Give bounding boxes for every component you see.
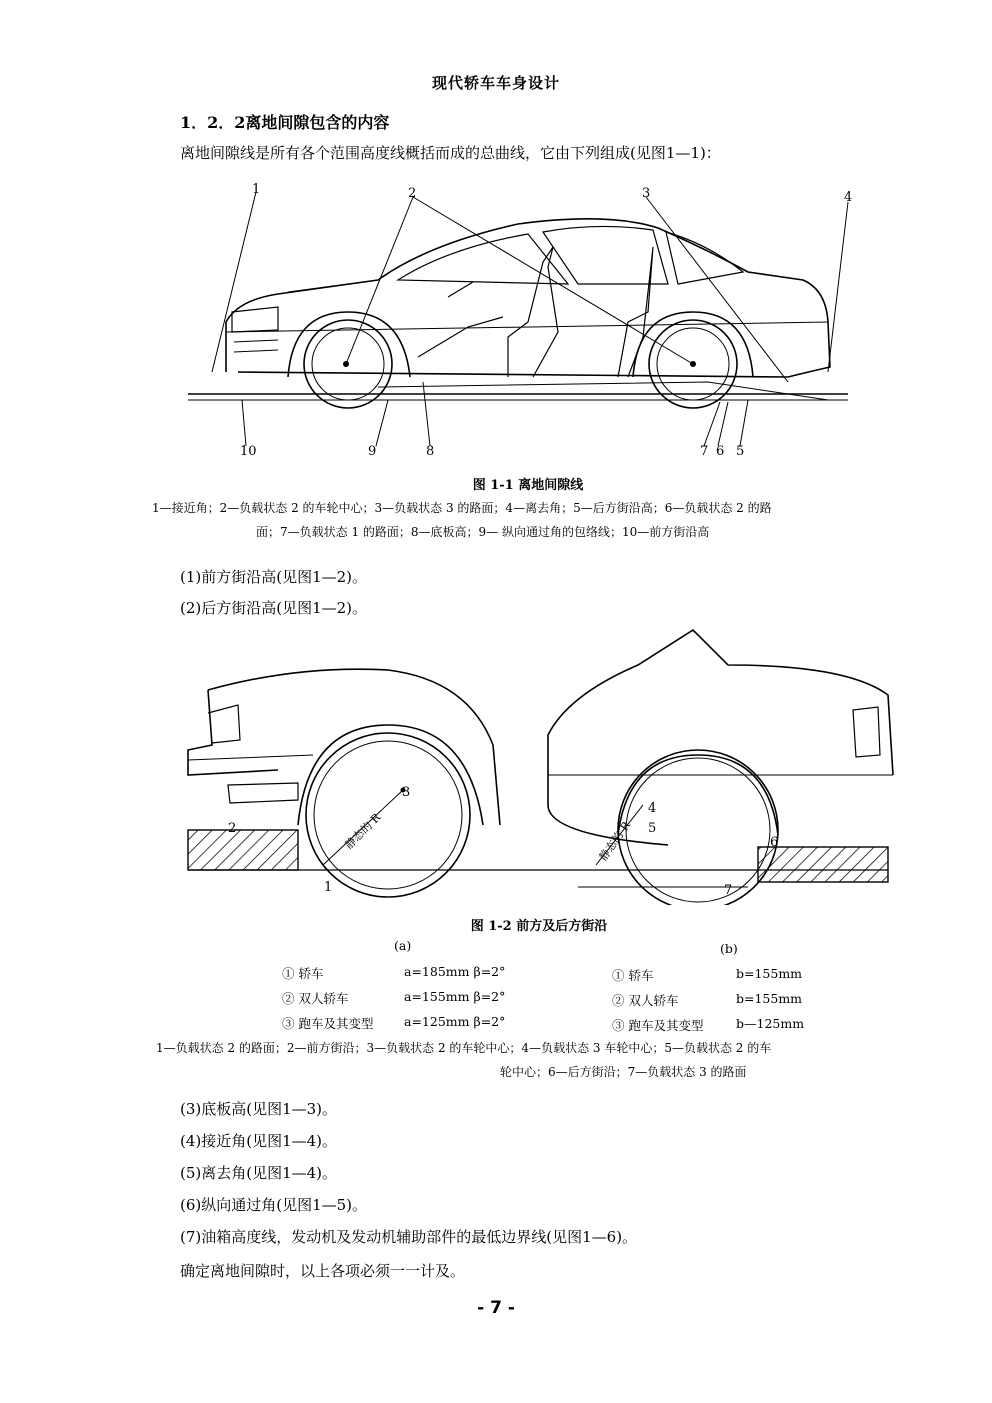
- row-a-1-value: a=185mm β=2°: [404, 964, 506, 979]
- fig2-radius-label-left: 静态的 R: [342, 810, 384, 852]
- row-a-1-name: ① 轿车: [282, 966, 324, 981]
- fig2-callout-6: 6: [770, 835, 779, 850]
- row-a-3-name: ③ 跑车及其变型: [282, 1016, 374, 1031]
- page-number: - 7 -: [477, 1298, 515, 1318]
- figure-1-2: [148, 625, 930, 1085]
- row-b-3-value: b—125mm: [736, 1016, 805, 1031]
- callout-7: 7: [700, 444, 709, 459]
- row-a-2-name: ② 双人轿车: [282, 991, 349, 1006]
- fig2-callout-4: 4: [648, 801, 657, 816]
- callout-9: 9: [368, 444, 377, 459]
- callout-10: 10: [240, 444, 257, 459]
- fig2-callout-2: 2: [228, 821, 237, 836]
- fig2-callout-1: 1: [324, 880, 333, 895]
- item-7: (7)油箱高度线，发动机及发动机辅助部件的最低边界线(见图1—6)。: [180, 1228, 638, 1246]
- col-a-title: (a): [394, 938, 412, 953]
- fig2-callout-7: 7: [724, 883, 733, 898]
- figure-1-2-caption: 图 1-2 前方及后方街沿: [470, 919, 608, 934]
- item-3: (3)底板高(见图1—3)。: [180, 1100, 338, 1118]
- item-4: (4)接近角(见图1—4)。: [180, 1132, 338, 1150]
- item-6: (6)纵向通过角(见图1—5)。: [180, 1196, 368, 1214]
- car-side-drawing: [148, 172, 908, 472]
- item-1: (1)前方街沿高(见图1—2)。: [180, 568, 368, 586]
- curb-drawing: [148, 625, 930, 905]
- row-a-3-value: a=125mm β=2°: [404, 1014, 506, 1029]
- item-5: (5)离去角(见图1—4)。: [180, 1164, 338, 1182]
- callout-2: 2: [408, 186, 417, 201]
- callout-3: 3: [642, 186, 651, 201]
- callout-5: 5: [736, 444, 745, 459]
- section-title: 1．2．2离地间隙包含的内容: [180, 113, 390, 132]
- fig2-callout-3: 3: [402, 785, 411, 800]
- figure-1-2-legend-line-2: 轮中心；6—后方街沿；7—负载状态 3 的路面: [500, 1065, 747, 1079]
- fig2-radius-label-right: 静态的 R: [596, 819, 633, 864]
- figure-1-1-legend-line-2: 面；7—负载状态 1 的路面；8—底板高；9— 纵向通过角的包络线；10—前方街沿高: [256, 525, 710, 539]
- row-b-3-name: ③ 跑车及其变型: [612, 1018, 704, 1033]
- callout-8: 8: [426, 444, 435, 459]
- col-b-title: (b): [720, 941, 738, 956]
- callout-6: 6: [716, 444, 725, 459]
- row-b-2-name: ② 双人轿车: [612, 993, 679, 1008]
- closing-sentence: 确定离地间隙时，以上各项必须一一计及。: [180, 1262, 466, 1280]
- intro-paragraph: 离地间隙线是所有各个范围高度线概括而成的总曲线，它由下列组成(见图1—1)：: [180, 144, 721, 162]
- figure-1-1-legend-line-1: 1—接近角；2—负载状态 2 的车轮中心；3—负载状态 3 的路面；4—离去角；5—后方街沿高；6—负载状态 2 的路: [152, 501, 772, 515]
- callout-4: 4: [844, 190, 853, 205]
- row-a-2-value: a=155mm β=2°: [404, 989, 506, 1004]
- row-b-1-name: ① 轿车: [612, 968, 654, 983]
- running-header: 现代轿车车身设计: [431, 74, 560, 92]
- item-2: (2)后方街沿高(见图1—2)。: [180, 599, 368, 617]
- fig2-callout-5: 5: [648, 821, 657, 836]
- callout-1: 1: [252, 182, 261, 197]
- row-b-2-value: b=155mm: [736, 991, 803, 1006]
- figure-1-2-legend-line-1: 1—负载状态 2 的路面；2—前方街沿；3—负载状态 2 的车轮中心；4—负载状态 3 车轮中心；5—负载状态 2 的车: [156, 1041, 772, 1055]
- figure-1-1-caption: 图 1-1 离地间隙线: [472, 478, 584, 493]
- figure-1-1: [148, 172, 908, 547]
- row-b-1-value: b=155mm: [736, 966, 803, 981]
